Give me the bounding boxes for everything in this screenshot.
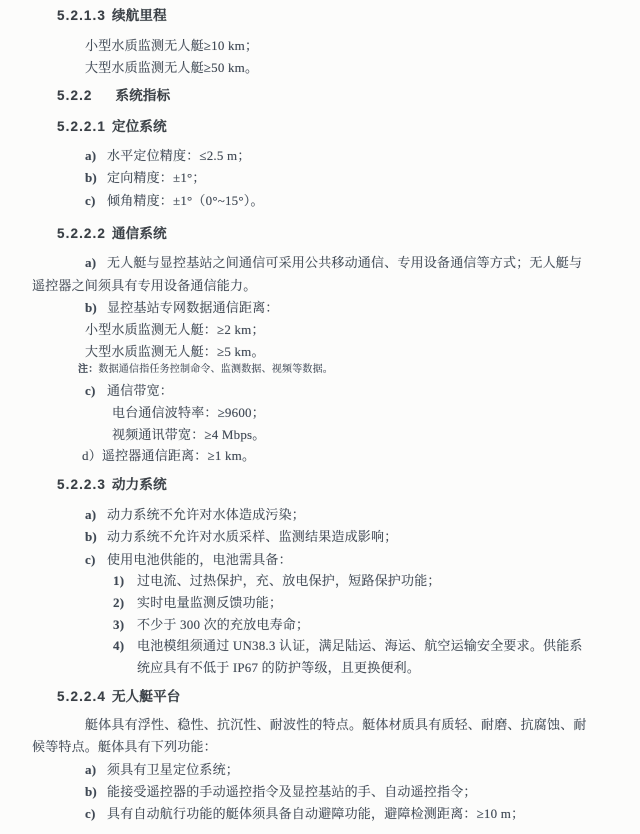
section-heading	[57, 119, 167, 135]
line-text: 大型水质监测无人艇≥50 km。	[85, 60, 259, 75]
sub-list-item	[113, 595, 282, 611]
item-label: b)	[85, 529, 97, 544]
section-number: 5.2.2.4	[57, 689, 106, 704]
item-label: c)	[85, 383, 96, 398]
section-title: 定位系统	[111, 119, 167, 134]
item-label: c)	[85, 552, 96, 567]
note-line	[78, 362, 333, 378]
line-text: 动力系统不允许对水体造成污染；	[107, 507, 306, 522]
section-title: 系统指标	[115, 88, 171, 103]
list-item	[85, 507, 305, 523]
item-label: 注：	[78, 364, 99, 375]
list-item	[85, 255, 583, 271]
item-label: b)	[85, 300, 97, 315]
item-label: a)	[85, 507, 97, 522]
paragraph-line	[85, 322, 265, 338]
list-item	[85, 193, 264, 209]
section-number: 5.2.2.3	[57, 477, 106, 492]
section-number: 5.2.2.2	[57, 226, 106, 241]
line-text: 大型水质监测无人艇：≥5 km。	[85, 344, 265, 359]
item-label: c)	[85, 193, 96, 208]
line-text: 统应具有不低于 IP67 的防护等级，且更换便利。	[137, 660, 421, 675]
line-text: 通信带宽：	[107, 383, 174, 398]
line-text: 候等特点。艇体具有下列功能：	[32, 739, 217, 754]
line-text: 数据通信指任务控制命令、监测数据、视频等数据。	[98, 364, 334, 375]
section-heading	[57, 226, 167, 242]
line-text: 无人艇与显控基站之间通信可采用公共移动通信、专用设备通信等方式；无人艇与	[107, 255, 583, 270]
item-label: 1)	[113, 573, 125, 588]
sub-list-continuation-line	[137, 660, 420, 676]
section-heading	[57, 689, 180, 705]
paragraph-continuation-line	[32, 739, 217, 755]
line-text: 能接受遥控器的手动遥控指令及显控基站的手、自动遥控指令；	[107, 784, 477, 799]
item-label: a)	[85, 762, 97, 777]
line-text: 小型水质监测无人艇：≥2 km；	[85, 322, 265, 337]
paragraph-line	[85, 38, 258, 54]
list-item	[85, 170, 206, 186]
section-title: 动力系统	[111, 477, 167, 492]
line-text: 水平定位精度：≤2.5 m；	[107, 148, 251, 163]
item-label: b)	[85, 170, 97, 185]
sub-list-item	[113, 573, 441, 589]
line-text: 电池模组须通过 UN38.3 认证，满足陆运、海运、航空运输安全要求。供能系	[137, 638, 583, 653]
section-title: 续航里程	[111, 8, 167, 23]
line-text: 具有自动航行功能的艇体须具备自动避障功能，避障检测距离：≥10 m；	[107, 806, 525, 821]
line-text: 实时电量监测反馈功能；	[137, 595, 283, 610]
list-item	[85, 784, 477, 800]
list-item	[85, 552, 292, 568]
line-text: 动力系统不允许对水质采样、监测结果造成影响；	[107, 529, 398, 544]
item-label: a)	[85, 148, 97, 163]
paragraph-continuation-line	[32, 278, 256, 294]
list-item	[85, 148, 251, 164]
spec-value-line	[112, 405, 265, 421]
sub-list-item	[113, 617, 309, 633]
section-heading	[57, 88, 170, 104]
section-heading	[57, 8, 167, 24]
section-number: 5.2.2.1	[57, 119, 106, 134]
line-text: 电台通信波特率：≥9600；	[112, 405, 265, 420]
item-label: 4)	[113, 638, 125, 653]
paragraph-line	[85, 60, 258, 76]
item-label: b)	[85, 784, 97, 799]
line-text: 使用电池供能的，电池需具备：	[107, 552, 292, 567]
line-text: 不少于 300 次的充放电寿命；	[137, 617, 310, 632]
line-text: 遥控器之间须具有专用设备通信能力。	[32, 278, 257, 293]
item-label: 3)	[113, 617, 125, 632]
line-text: 艇体具有浮性、稳性、抗沉性、耐波性的特点。艇体材质具有质轻、耐磨、抗腐蚀、耐	[85, 717, 587, 732]
line-text: 倾角精度：±1°（0°~15°）。	[107, 193, 264, 208]
paragraph-line	[85, 717, 587, 733]
line-text: 显控基站专网数据通信距离：	[107, 300, 279, 315]
list-item	[85, 300, 279, 316]
line-text: 过电流、过热保护，充、放电保护，短路保护功能；	[137, 573, 441, 588]
line-text: 须具有卫星定位系统；	[107, 762, 240, 777]
spec-value-line	[112, 427, 266, 443]
section-heading	[57, 477, 167, 493]
item-label: a)	[85, 255, 97, 270]
item-label: c)	[85, 806, 96, 821]
list-item	[85, 806, 524, 822]
paragraph-line	[85, 344, 265, 360]
section-title: 通信系统	[111, 226, 167, 241]
line-text: 小型水质监测无人艇≥10 km；	[85, 38, 259, 53]
section-number: 5.2.1.3	[57, 8, 106, 23]
list-item	[82, 448, 255, 464]
line-text: 定向精度：±1°；	[107, 170, 206, 185]
line-text: 视频通讯带宽：≥4 Mbps。	[112, 427, 266, 442]
list-item	[85, 383, 173, 399]
section-title: 无人艇平台	[111, 689, 181, 704]
list-item	[85, 762, 239, 778]
line-text: d）遥控器通信距离：≥1 km。	[82, 448, 256, 463]
item-label: 2)	[113, 595, 125, 610]
sub-list-item	[113, 638, 583, 654]
list-item	[85, 529, 397, 545]
section-number: 5.2.2	[57, 88, 93, 103]
